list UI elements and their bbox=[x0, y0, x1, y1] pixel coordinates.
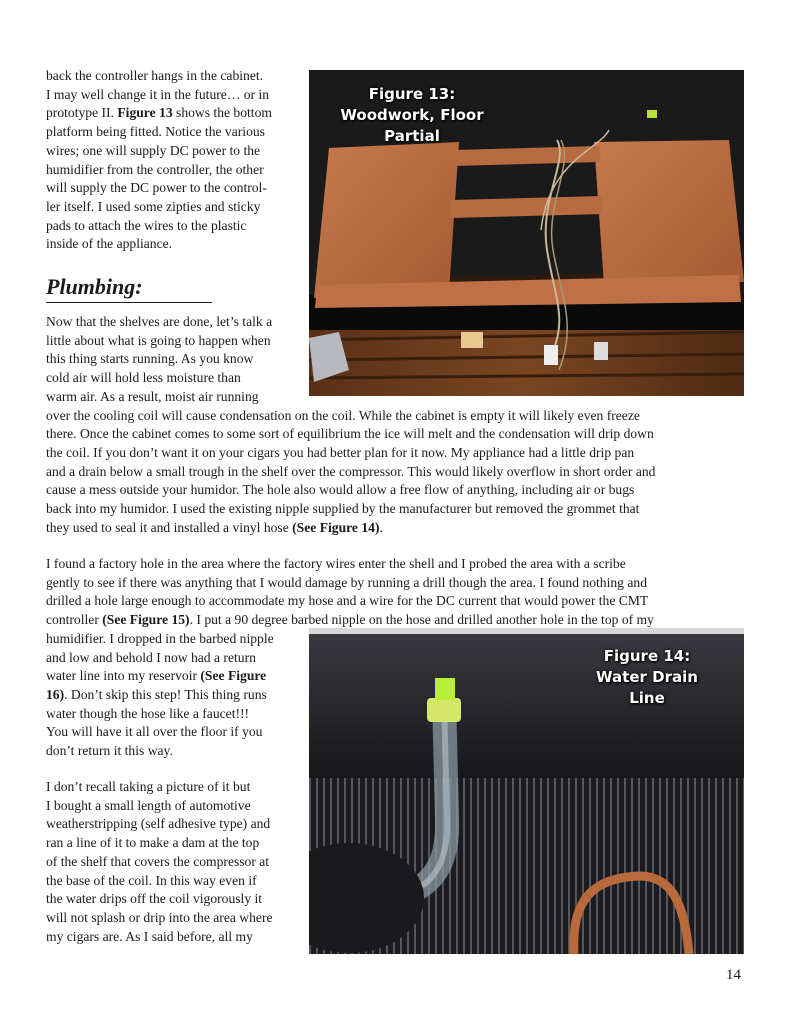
figure-14-caption-line: Water Drain Line bbox=[596, 668, 698, 707]
text-line bbox=[46, 425, 655, 444]
text-line bbox=[46, 104, 272, 123]
text-run: will supply the DC power to the control- bbox=[46, 180, 267, 196]
text-run: of the shelf that covers the compressor at bbox=[46, 853, 270, 869]
figure-13-caption-line: Partial bbox=[384, 127, 440, 145]
text-run: humidifier from the controller, the other bbox=[46, 161, 264, 177]
text-run: wires; one will supply DC power to the bbox=[46, 142, 261, 158]
text-block-controller bbox=[46, 67, 272, 254]
text-line bbox=[46, 797, 273, 816]
figure-13-caption-line: Figure 13: bbox=[368, 85, 456, 103]
text-run: Now that the shelves are done, let’s talk a bbox=[46, 314, 273, 329]
text-run: water line into my reservoir bbox=[46, 668, 201, 684]
text-run: drilled a hole large enough to accommodate my hose and a wire for the DC current that would power the CMT bbox=[46, 593, 649, 609]
text-run: they used to seal it and installed a vinyl hose bbox=[46, 519, 293, 535]
text-line bbox=[46, 853, 273, 872]
text-run: the base of the coil. In this way even if bbox=[46, 872, 257, 888]
text-line bbox=[46, 555, 654, 574]
text-line bbox=[46, 574, 654, 593]
text-line bbox=[46, 928, 273, 947]
figure-reference: 16) bbox=[46, 686, 65, 702]
text-line bbox=[46, 778, 273, 797]
text-run: over the cooling coil will cause condensation on the coil. While the cabinet is empty it will likely even freeze bbox=[46, 407, 640, 423]
text-line bbox=[46, 123, 272, 142]
text-run: the coil. If you don’t want it on your cigars you had better plan for it now. My appliance had a little drip pan bbox=[46, 444, 635, 460]
text-line bbox=[46, 890, 273, 909]
text-run: warm air. As a result, moist air running bbox=[46, 388, 259, 404]
text-line bbox=[46, 815, 273, 834]
text-run: I may well change it in the future… or in bbox=[46, 86, 270, 102]
text-line bbox=[46, 235, 272, 254]
figure-13-photo bbox=[309, 70, 744, 396]
text-run: back into my humidor. I used the existing nipple supplied by the manufacturer but removed the grommet that bbox=[46, 501, 640, 517]
text-run: pads to attach the wires to the plastic bbox=[46, 217, 247, 233]
text-run: water though the hose like a faucet!!! bbox=[46, 705, 250, 721]
text-run: and a drain below a small trough in the shelf over the compressor. This would likely overflow in short order and bbox=[46, 463, 656, 479]
text-run: weatherstripping (self adhesive type) and bbox=[46, 816, 271, 832]
text-run: I bought a small length of automotive bbox=[46, 797, 251, 813]
text-run: the water drips off the coil vigorously it bbox=[46, 891, 263, 907]
text-run: humidifier. I dropped in the barbed nipple bbox=[46, 630, 274, 646]
text-run: You will have it all over the floor if you bbox=[46, 724, 263, 740]
text-run: little about what is going to happen when bbox=[46, 332, 271, 348]
section-heading-plumbing: Plumbing: bbox=[46, 274, 212, 303]
text-run: cold air will hold less moisture than bbox=[46, 370, 241, 386]
figure-reference: (See Figure 14) bbox=[292, 519, 380, 535]
figure-13-caption bbox=[337, 84, 487, 147]
text-run: will not splash or drip into the area where bbox=[46, 909, 273, 925]
text-line bbox=[46, 909, 273, 928]
text-run: prototype II. bbox=[46, 105, 118, 121]
text-line bbox=[46, 67, 272, 86]
figure-reference: (See Figure 15) bbox=[102, 612, 190, 628]
text-run: controller bbox=[46, 612, 103, 628]
text-run: I found a factory hole in the area where the factory wires enter the shell and I probed the area with a scribe bbox=[46, 556, 626, 571]
text-line bbox=[46, 142, 272, 161]
text-line bbox=[46, 500, 655, 519]
text-run: my cigars are. As I said before, all my bbox=[46, 928, 253, 944]
text-run: cause a mess outside your humidor. The hole also would allow a free flow of anything, including air or bugs bbox=[46, 482, 635, 498]
text-line bbox=[46, 179, 272, 198]
text-run: ran a line of it to make a dam at the top bbox=[46, 835, 260, 851]
text-line bbox=[46, 161, 272, 180]
text-line bbox=[46, 217, 272, 236]
text-run: there. Once the cabinet comes to some sort of equilibrium the ice will melt and the condensation will drip down bbox=[46, 426, 654, 442]
text-line bbox=[46, 86, 272, 105]
text-line bbox=[46, 198, 272, 217]
text-line bbox=[46, 463, 655, 482]
text-line bbox=[46, 834, 273, 853]
text-run: and low and behold I now had a return bbox=[46, 649, 256, 665]
figure-13-caption-line: Woodwork, Floor bbox=[340, 106, 484, 124]
figure-14-caption bbox=[577, 646, 717, 709]
text-run: don’t return it this way. bbox=[46, 743, 173, 759]
page-number: 14 bbox=[726, 967, 741, 983]
text-block-weatherstripping bbox=[46, 778, 273, 946]
text-line bbox=[46, 444, 655, 463]
figure-14-caption-line: Figure 14: bbox=[603, 647, 691, 665]
text-run: inside of the appliance. bbox=[46, 236, 173, 252]
text-run: ler itself. I used some zipties and sticky bbox=[46, 198, 261, 214]
text-run: . bbox=[379, 519, 383, 535]
text-line bbox=[46, 519, 655, 538]
text-line bbox=[46, 611, 654, 630]
text-run: back the controller hangs in the cabinet. bbox=[46, 68, 264, 83]
text-run: I don’t recall taking a picture of it but bbox=[46, 779, 251, 794]
text-line bbox=[46, 407, 655, 426]
text-line bbox=[46, 872, 273, 891]
figure-14-photo bbox=[309, 628, 744, 954]
text-run: shows the bottom bbox=[172, 105, 272, 121]
text-line bbox=[46, 592, 654, 611]
figure-reference: Figure 13 bbox=[117, 105, 173, 121]
text-run: . Don’t skip this step! This thing runs bbox=[64, 686, 267, 702]
figure-reference: (See Figure bbox=[200, 668, 267, 684]
text-run: gently to see if there was anything that I would damage by running a drill though the area. I found nothing and bbox=[46, 574, 647, 590]
text-run: platform being fitted. Notice the various bbox=[46, 124, 265, 140]
text-line bbox=[46, 481, 655, 500]
text-run: this thing starts running. As you know bbox=[46, 351, 254, 367]
text-run: . I put a 90 degree barbed nipple on the hose and drilled another hole in the top of my bbox=[189, 612, 654, 628]
